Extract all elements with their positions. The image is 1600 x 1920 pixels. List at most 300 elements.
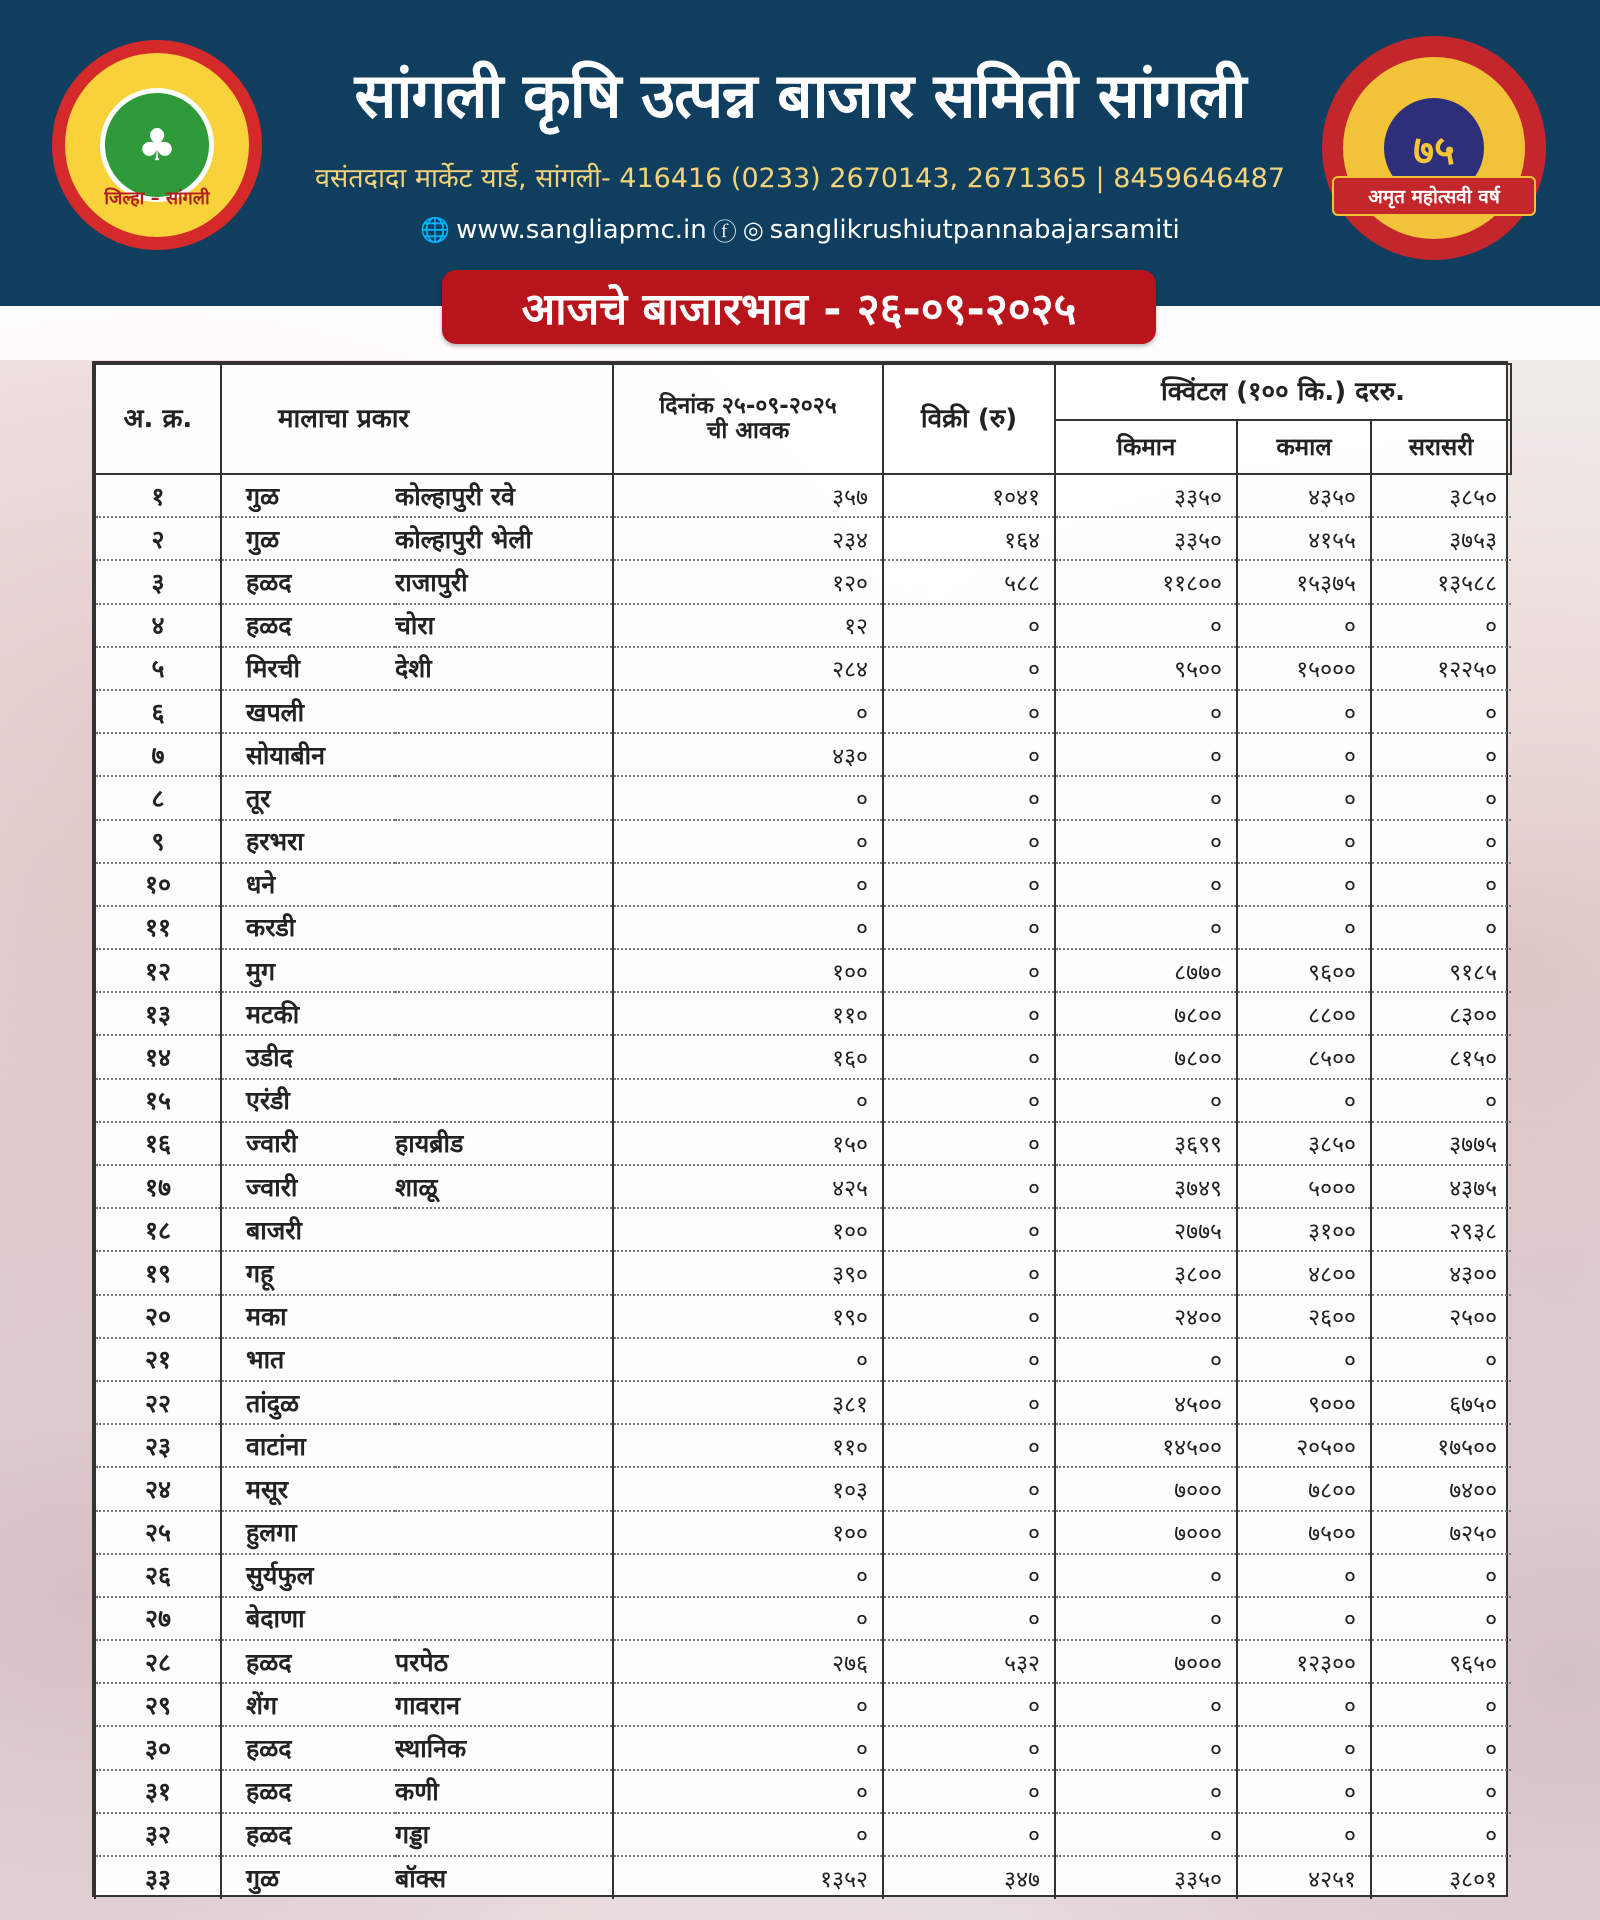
table-row [95, 1338, 1511, 1381]
arrival-cell: २३४ [613, 517, 883, 560]
sr-cell: १५ [95, 1079, 221, 1122]
avg-rate-cell: १३५८८ [1371, 560, 1511, 603]
commodity-variety [395, 1381, 613, 1424]
sales-cell: ५३२ [883, 1640, 1055, 1683]
arrival-cell: ३९० [613, 1251, 883, 1294]
max-rate-cell: ३१०० [1237, 1208, 1371, 1251]
date-banner: आजचे बाजारभाव - २६-०९-२०२५ [442, 270, 1156, 344]
min-rate-cell: ७००० [1055, 1511, 1237, 1554]
sales-cell: ० [883, 1165, 1055, 1208]
min-rate-cell: ० [1055, 863, 1237, 906]
sr-cell: १० [95, 863, 221, 906]
commodity-name: मका [221, 1295, 395, 1338]
avg-rate-cell: ० [1371, 863, 1511, 906]
avg-rate-cell: ९१८५ [1371, 949, 1511, 992]
table-row [95, 1813, 1511, 1856]
sr-cell: १ [95, 474, 221, 517]
arrival-cell: १६० [613, 1035, 883, 1078]
commodity-variety: राजापुरी [395, 560, 613, 603]
avg-rate-cell: ० [1371, 906, 1511, 949]
max-rate-cell: ० [1237, 1079, 1371, 1122]
arrival-cell: १०० [613, 1208, 883, 1251]
sales-cell: ० [883, 1035, 1055, 1078]
min-rate-cell: ९५०० [1055, 647, 1237, 690]
table-row [95, 604, 1511, 647]
sr-cell: ३० [95, 1726, 221, 1769]
arrival-cell: ० [613, 1683, 883, 1726]
table-row [95, 560, 1511, 603]
sr-cell: १३ [95, 992, 221, 1035]
sr-cell: २० [95, 1295, 221, 1338]
sales-cell: ० [883, 1770, 1055, 1813]
table-row [95, 949, 1511, 992]
table-row [95, 820, 1511, 863]
sales-cell: ० [883, 1813, 1055, 1856]
table-row [95, 1856, 1511, 1899]
arrival-cell: ० [613, 1597, 883, 1640]
min-rate-cell: ० [1055, 604, 1237, 647]
commodity-name: वाटांना [221, 1424, 395, 1467]
min-rate-cell: ० [1055, 1770, 1237, 1813]
commodity-variety [395, 863, 613, 906]
min-rate-cell: ७००० [1055, 1467, 1237, 1510]
commodity-variety [395, 906, 613, 949]
table-row [95, 690, 1511, 733]
arrival-cell: १२ [613, 604, 883, 647]
sales-cell: १६४ [883, 517, 1055, 560]
min-rate-cell: ० [1055, 690, 1237, 733]
commodity-variety [395, 949, 613, 992]
min-rate-cell: ७००० [1055, 1640, 1237, 1683]
sr-cell: ३२ [95, 1813, 221, 1856]
avg-rate-cell: ० [1371, 1079, 1511, 1122]
min-rate-cell: ३३५० [1055, 474, 1237, 517]
min-rate-cell: ८७७० [1055, 949, 1237, 992]
avg-rate-cell: ४३०० [1371, 1251, 1511, 1294]
sr-cell: १४ [95, 1035, 221, 1078]
min-rate-cell: ३८०० [1055, 1251, 1237, 1294]
sales-cell: ० [883, 776, 1055, 819]
rates-table [94, 363, 1512, 1899]
sales-cell: ० [883, 949, 1055, 992]
avg-rate-cell: ० [1371, 604, 1511, 647]
sr-cell: ९ [95, 820, 221, 863]
table-row [95, 1208, 1511, 1251]
sales-cell: ० [883, 733, 1055, 776]
sr-cell: १२ [95, 949, 221, 992]
sales-cell: ० [883, 1208, 1055, 1251]
min-rate-cell: ४५०० [1055, 1381, 1237, 1424]
sr-cell: ६ [95, 690, 221, 733]
table-row [95, 1554, 1511, 1597]
sales-cell: ० [883, 604, 1055, 647]
max-rate-cell: ० [1237, 906, 1371, 949]
avg-rate-cell: ३८०१ [1371, 1856, 1511, 1899]
sales-cell: ० [883, 820, 1055, 863]
commodity-variety [395, 1424, 613, 1467]
arrival-cell: १०३ [613, 1467, 883, 1510]
header-min: किमान [1055, 420, 1237, 474]
commodity-name: हरभरा [221, 820, 395, 863]
min-rate-cell: ३३५० [1055, 1856, 1237, 1899]
sr-cell: ७ [95, 733, 221, 776]
commodity-variety [395, 1079, 613, 1122]
max-rate-cell: १५३७५ [1237, 560, 1371, 603]
sales-cell: ० [883, 647, 1055, 690]
table-row [95, 1035, 1511, 1078]
commodity-variety: कणी [395, 1770, 613, 1813]
table-row [95, 1165, 1511, 1208]
arrival-cell: १५० [613, 1122, 883, 1165]
anniversary-number: ७५ [1384, 98, 1484, 198]
max-rate-cell: २०५०० [1237, 1424, 1371, 1467]
max-rate-cell: ९६०० [1237, 949, 1371, 992]
table-row [95, 776, 1511, 819]
table-row [95, 1683, 1511, 1726]
commodity-name: हळद [221, 1640, 395, 1683]
website-link[interactable]: www.sangliapmc.in [456, 214, 707, 245]
max-rate-cell: ७८०० [1237, 1467, 1371, 1510]
commodity-variety [395, 992, 613, 1035]
header-rate-group: क्विंटल (१०० कि.) दररु. [1055, 364, 1511, 420]
sr-cell: २४ [95, 1467, 221, 1510]
avg-rate-cell: ३७७५ [1371, 1122, 1511, 1165]
arrival-cell: ४२५ [613, 1165, 883, 1208]
table-body [95, 474, 1511, 1899]
table-row [95, 733, 1511, 776]
commodity-name: करडी [221, 906, 395, 949]
commodity-name: गहू [221, 1251, 395, 1294]
min-rate-cell: ३७४९ [1055, 1165, 1237, 1208]
max-rate-cell: ० [1237, 690, 1371, 733]
sales-cell: ० [883, 690, 1055, 733]
min-rate-cell: ० [1055, 1683, 1237, 1726]
commodity-name: गुळ [221, 474, 395, 517]
commodity-name: बाजरी [221, 1208, 395, 1251]
arrival-cell: ११० [613, 992, 883, 1035]
commodity-variety: शाळू [395, 1165, 613, 1208]
avg-rate-cell: ० [1371, 776, 1511, 819]
sales-cell: १०४१ [883, 474, 1055, 517]
commodity-name: सुर्यफुल [221, 1554, 395, 1597]
sr-cell: २५ [95, 1511, 221, 1554]
sales-cell: ५८८ [883, 560, 1055, 603]
min-rate-cell: ० [1055, 906, 1237, 949]
globe-icon: 🌐 [420, 215, 451, 244]
facebook-icon[interactable]: ⓕ [712, 218, 737, 246]
commodity-variety: देशी [395, 647, 613, 690]
avg-rate-cell: ० [1371, 820, 1511, 863]
header-max: कमाल [1237, 420, 1371, 474]
sales-cell: ० [883, 1251, 1055, 1294]
sr-cell: ४ [95, 604, 221, 647]
sr-cell: १७ [95, 1165, 221, 1208]
commodity-variety: स्थानिक [395, 1726, 613, 1769]
max-rate-cell: ४२५१ [1237, 1856, 1371, 1899]
commodity-name: शेंग [221, 1683, 395, 1726]
commodity-name: हुलगा [221, 1511, 395, 1554]
commodity-name: मुग [221, 949, 395, 992]
commodity-variety: हायब्रीड [395, 1122, 613, 1165]
commodity-name: हळद [221, 560, 395, 603]
avg-rate-cell: २९३८ [1371, 1208, 1511, 1251]
commodity-variety [395, 1338, 613, 1381]
min-rate-cell: ३६९९ [1055, 1122, 1237, 1165]
sr-cell: ३३ [95, 1856, 221, 1899]
header-avg: सरासरी [1371, 420, 1511, 474]
apmc-logo-left [52, 40, 262, 250]
max-rate-cell: २६०० [1237, 1295, 1371, 1338]
max-rate-cell: १२३०० [1237, 1640, 1371, 1683]
avg-rate-cell: ० [1371, 1338, 1511, 1381]
arrival-cell: १३५२ [613, 1856, 883, 1899]
commodity-name: भात [221, 1338, 395, 1381]
max-rate-cell: ० [1237, 1338, 1371, 1381]
sr-cell: २१ [95, 1338, 221, 1381]
table-row [95, 1424, 1511, 1467]
sales-cell: ० [883, 1079, 1055, 1122]
arrival-cell: ० [613, 1770, 883, 1813]
anniversary-banner: अमृत महोत्सवी वर्ष [1332, 176, 1536, 216]
sr-cell: ११ [95, 906, 221, 949]
sales-cell: ० [883, 1338, 1055, 1381]
sales-cell: ० [883, 1467, 1055, 1510]
table-row [95, 1381, 1511, 1424]
arrival-cell: ० [613, 776, 883, 819]
table-row [95, 1597, 1511, 1640]
min-rate-cell: ७८०० [1055, 992, 1237, 1035]
avg-rate-cell: ४३७५ [1371, 1165, 1511, 1208]
header-sales: विक्री (रु) [883, 364, 1055, 474]
min-rate-cell: ० [1055, 820, 1237, 863]
sr-cell: ८ [95, 776, 221, 819]
min-rate-cell: १४५०० [1055, 1424, 1237, 1467]
commodity-variety [395, 1597, 613, 1640]
max-rate-cell: ० [1237, 1770, 1371, 1813]
commodity-variety [395, 820, 613, 863]
table-row [95, 1467, 1511, 1510]
sales-cell: ० [883, 1381, 1055, 1424]
max-rate-cell: ७५०० [1237, 1511, 1371, 1554]
table-row [95, 474, 1511, 517]
arrival-cell: १९० [613, 1295, 883, 1338]
sales-cell: ० [883, 1511, 1055, 1554]
commodity-variety [395, 1511, 613, 1554]
commodity-name: हळद [221, 1770, 395, 1813]
avg-rate-cell: १२२५० [1371, 647, 1511, 690]
min-rate-cell: ० [1055, 776, 1237, 819]
sales-cell: ० [883, 1726, 1055, 1769]
avg-rate-cell: ३८५० [1371, 474, 1511, 517]
arrival-cell: ११० [613, 1424, 883, 1467]
arrival-cell: १२० [613, 560, 883, 603]
amrut-mahotsav-logo [1322, 36, 1546, 260]
avg-rate-cell: ० [1371, 1813, 1511, 1856]
table-row [95, 992, 1511, 1035]
avg-rate-cell: ७४०० [1371, 1467, 1511, 1510]
commodity-name: उडीद [221, 1035, 395, 1078]
commodity-variety: परपेठ [395, 1640, 613, 1683]
commodity-name: ज्वारी [221, 1122, 395, 1165]
max-rate-cell: ८८०० [1237, 992, 1371, 1035]
commodity-variety: चोरा [395, 604, 613, 647]
sales-cell: ३४७ [883, 1856, 1055, 1899]
avg-rate-cell: ८३०० [1371, 992, 1511, 1035]
max-rate-cell: ३८५० [1237, 1122, 1371, 1165]
min-rate-cell: ० [1055, 1726, 1237, 1769]
commodity-name: हळद [221, 604, 395, 647]
sales-cell: ० [883, 1597, 1055, 1640]
arrival-cell: ० [613, 1079, 883, 1122]
max-rate-cell: ९००० [1237, 1381, 1371, 1424]
max-rate-cell: ० [1237, 1554, 1371, 1597]
min-rate-cell: ११८०० [1055, 560, 1237, 603]
max-rate-cell: ० [1237, 1683, 1371, 1726]
min-rate-cell: ७८०० [1055, 1035, 1237, 1078]
rates-table-container [92, 361, 1508, 1897]
arrival-cell: ० [613, 863, 883, 906]
commodity-name: हळद [221, 1726, 395, 1769]
max-rate-cell: ४१५५ [1237, 517, 1371, 560]
max-rate-cell: ० [1237, 1726, 1371, 1769]
sales-cell: ० [883, 1683, 1055, 1726]
commodity-variety [395, 1035, 613, 1078]
commodity-variety: गड्डा [395, 1813, 613, 1856]
header-band [0, 0, 1600, 306]
commodity-name: गुळ [221, 517, 395, 560]
min-rate-cell: २४०० [1055, 1295, 1237, 1338]
commodity-variety [395, 690, 613, 733]
commodity-variety [395, 1208, 613, 1251]
min-rate-cell: ० [1055, 1554, 1237, 1597]
min-rate-cell: ० [1055, 1813, 1237, 1856]
instagram-icon[interactable]: ◎ [742, 215, 764, 244]
avg-rate-cell: ९६५० [1371, 1640, 1511, 1683]
tree-icon: ♣ [100, 88, 214, 202]
commodity-variety: कोल्हापुरी भेली [395, 517, 613, 560]
sr-cell: २७ [95, 1597, 221, 1640]
commodity-name: तूर [221, 776, 395, 819]
min-rate-cell: २७७५ [1055, 1208, 1237, 1251]
min-rate-cell: ० [1055, 733, 1237, 776]
max-rate-cell: ४३५० [1237, 474, 1371, 517]
contact-links [290, 212, 1310, 247]
header-commodity: मालाचा प्रकार [221, 364, 613, 474]
commodity-variety [395, 1554, 613, 1597]
commodity-name: धने [221, 863, 395, 906]
address-line: वसंतदादा मार्केट यार्ड, सांगली- 416416 (0233) 2670143, 2671365 | 8459646487 [314, 163, 1285, 194]
avg-rate-cell: ७२५० [1371, 1511, 1511, 1554]
sr-cell: २ [95, 517, 221, 560]
table-row [95, 1079, 1511, 1122]
sr-cell: २२ [95, 1381, 221, 1424]
sr-cell: २८ [95, 1640, 221, 1683]
arrival-cell: ० [613, 1726, 883, 1769]
max-rate-cell: ० [1237, 820, 1371, 863]
sales-cell: ० [883, 1122, 1055, 1165]
commodity-variety: गावरान [395, 1683, 613, 1726]
table-row [95, 1511, 1511, 1554]
sales-cell: ० [883, 906, 1055, 949]
max-rate-cell: ८५०० [1237, 1035, 1371, 1078]
sales-cell: ० [883, 863, 1055, 906]
logo-left-text: जिल्हा – सांगली [104, 188, 210, 209]
avg-rate-cell: ३७५३ [1371, 517, 1511, 560]
max-rate-cell: ० [1237, 776, 1371, 819]
arrival-cell: २७६ [613, 1640, 883, 1683]
avg-rate-cell: ० [1371, 1597, 1511, 1640]
commodity-variety [395, 1467, 613, 1510]
max-rate-cell: ० [1237, 604, 1371, 647]
page-title: सांगली कृषि उत्पन्न बाजार समिती सांगली [354, 59, 1246, 132]
max-rate-cell: ५००० [1237, 1165, 1371, 1208]
arrival-cell: ० [613, 820, 883, 863]
commodity-variety [395, 776, 613, 819]
commodity-variety: बॉक्स [395, 1864, 447, 1894]
table-row [95, 906, 1511, 949]
sales-cell: ० [883, 1295, 1055, 1338]
arrival-cell: २८४ [613, 647, 883, 690]
commodity-name: सोयाबीन [221, 733, 395, 776]
sales-cell: ० [883, 1554, 1055, 1597]
max-rate-cell: ० [1237, 863, 1371, 906]
sr-cell: ३१ [95, 1770, 221, 1813]
sr-cell: ३ [95, 560, 221, 603]
table-row [95, 1251, 1511, 1294]
sr-cell: १९ [95, 1251, 221, 1294]
arrival-cell: ४३० [613, 733, 883, 776]
max-rate-cell: ० [1237, 1597, 1371, 1640]
commodity-name: बेदाणा [221, 1597, 395, 1640]
sr-cell: २६ [95, 1554, 221, 1597]
arrival-cell: १०० [613, 1511, 883, 1554]
commodity-name: एरंडी [221, 1079, 395, 1122]
min-rate-cell: ३३५० [1055, 517, 1237, 560]
social-handle[interactable]: sanglikrushiutpannabajarsamiti [769, 214, 1180, 245]
arrival-cell: ३८१ [613, 1381, 883, 1424]
avg-rate-cell: ० [1371, 690, 1511, 733]
commodity-name: ज्वारी [221, 1165, 395, 1208]
sr-cell: २३ [95, 1424, 221, 1467]
header-sr: अ. क्र. [95, 364, 221, 474]
min-rate-cell: ० [1055, 1597, 1237, 1640]
sr-cell: ५ [95, 647, 221, 690]
max-rate-cell: १५००० [1237, 647, 1371, 690]
min-rate-cell: ० [1055, 1338, 1237, 1381]
table-row [95, 863, 1511, 906]
sales-cell: ० [883, 1424, 1055, 1467]
table-row [95, 1770, 1511, 1813]
avg-rate-cell: ० [1371, 1726, 1511, 1769]
table-row [95, 647, 1511, 690]
avg-rate-cell: १७५०० [1371, 1424, 1511, 1467]
sr-cell: २९ [95, 1683, 221, 1726]
min-rate-cell: ० [1055, 1079, 1237, 1122]
commodity-variety [395, 1295, 613, 1338]
avg-rate-cell: ६७५० [1371, 1381, 1511, 1424]
table-row [95, 1295, 1511, 1338]
avg-rate-cell: ८१५० [1371, 1035, 1511, 1078]
avg-rate-cell: ० [1371, 1770, 1511, 1813]
max-rate-cell: ० [1237, 1813, 1371, 1856]
max-rate-cell: ० [1237, 733, 1371, 776]
max-rate-cell: ४८०० [1237, 1251, 1371, 1294]
commodity-name: गुळ [221, 1856, 395, 1899]
commodity-name: खपली [221, 690, 395, 733]
avg-rate-cell: ० [1371, 733, 1511, 776]
arrival-cell: ० [613, 1338, 883, 1381]
sr-cell: १६ [95, 1122, 221, 1165]
